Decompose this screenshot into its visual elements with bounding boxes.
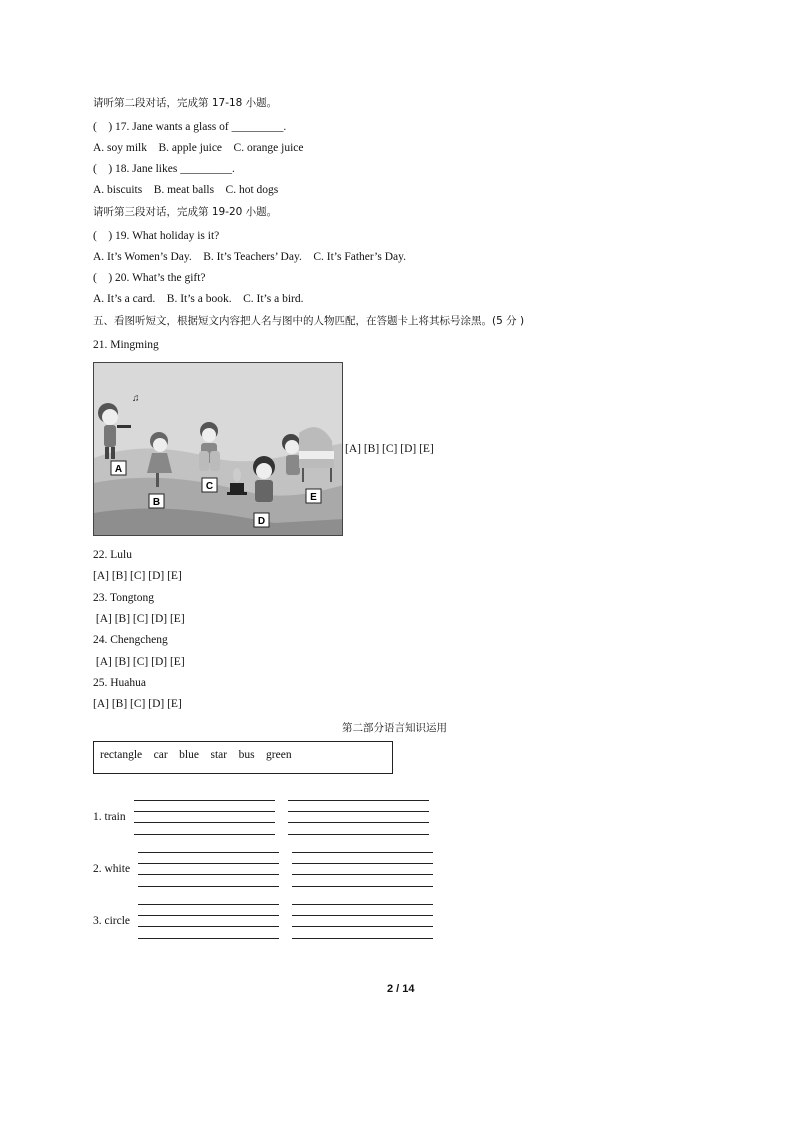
question-22: 22. Lulu	[93, 549, 132, 561]
svg-text:A: A	[114, 464, 123, 475]
label-a	[111, 461, 126, 475]
writing-line	[288, 811, 429, 812]
writing-line	[134, 811, 275, 812]
label-c	[202, 478, 217, 492]
question-21-options: [A] [B] [C] [D] [E]	[345, 443, 434, 455]
question-17: ( ) 17. Jane wants a glass of _________.	[93, 121, 287, 133]
question-22-options: [A] [B] [C] [D] [E]	[93, 570, 182, 582]
writing-line	[134, 834, 275, 835]
writing-line	[292, 874, 433, 875]
page-number: 2 / 14	[387, 983, 415, 995]
svg-text:D: D	[257, 516, 266, 527]
label-d	[254, 513, 269, 527]
writing-line	[292, 938, 433, 939]
question-18-options: A. biscuits B. meat balls C. hot dogs	[93, 184, 279, 196]
writing-line	[292, 886, 433, 887]
writing-line	[138, 874, 279, 875]
item-1-label: 1. train	[93, 811, 126, 823]
question-24-options: [A] [B] [C] [D] [E]	[93, 656, 185, 668]
writing-line	[138, 886, 279, 887]
svg-text:C: C	[205, 481, 214, 492]
question-25: 25. Huahua	[93, 677, 147, 689]
svg-text:E: E	[310, 492, 317, 503]
question-17-options: A. soy milk B. apple juice C. orange juice	[93, 142, 304, 154]
writing-line	[288, 800, 429, 801]
writing-line	[138, 938, 279, 939]
part5-heading: 五、看图听短文，根据短文内容把人名与图中的人物匹配，在答题卡上将其标号涂黑。(5 分 )	[93, 315, 525, 327]
writing-line	[288, 834, 429, 835]
writing-line	[292, 863, 433, 864]
question-20: ( ) 20. What’s the gift?	[93, 272, 206, 284]
writing-line	[134, 800, 275, 801]
writing-line	[138, 926, 279, 927]
question-23: 23. Tongtong	[93, 592, 154, 604]
part2-title: 第二部分语言知识运用	[342, 722, 447, 734]
music-note: ♫	[132, 393, 140, 404]
matching-illustration	[93, 362, 343, 536]
illustration-svg	[94, 363, 343, 536]
writing-line	[138, 915, 279, 916]
writing-line	[292, 926, 433, 927]
question-19: ( ) 19. What holiday is it?	[93, 230, 220, 242]
label-e	[306, 489, 321, 503]
label-b	[149, 494, 164, 508]
writing-line	[134, 822, 275, 823]
writing-line	[138, 852, 279, 853]
question-25-options: [A] [B] [C] [D] [E]	[93, 698, 182, 710]
question-23-options: [A] [B] [C] [D] [E]	[93, 613, 185, 625]
writing-line	[288, 822, 429, 823]
svg-text:B: B	[152, 497, 161, 508]
instruction-dialog-3: 请听第三段对话，完成第 19-20 小题。	[93, 206, 278, 218]
writing-line	[292, 852, 433, 853]
item-2-label: 2. white	[93, 863, 131, 875]
writing-line	[292, 915, 433, 916]
word-bank-box	[93, 741, 393, 774]
item-3-label: 3. circle	[93, 915, 131, 927]
question-24: 24. Chengcheng	[93, 634, 168, 646]
word-bank-list: rectangle car blue star bus green	[100, 749, 292, 761]
instruction-dialog-2: 请听第二段对话，完成第 17-18 小题。	[93, 97, 278, 109]
question-21: 21. Mingming	[93, 339, 159, 351]
question-18: ( ) 18. Jane likes _________.	[93, 163, 235, 175]
writing-line	[138, 863, 279, 864]
question-19-options: A. It’s Women’s Day. B. It’s Teachers’ Day. C. It’s Father’s Day.	[93, 251, 406, 263]
question-20-options: A. It’s a card. B. It’s a book. C. It’s a bird.	[93, 293, 304, 305]
writing-line	[138, 904, 279, 905]
writing-line	[292, 904, 433, 905]
